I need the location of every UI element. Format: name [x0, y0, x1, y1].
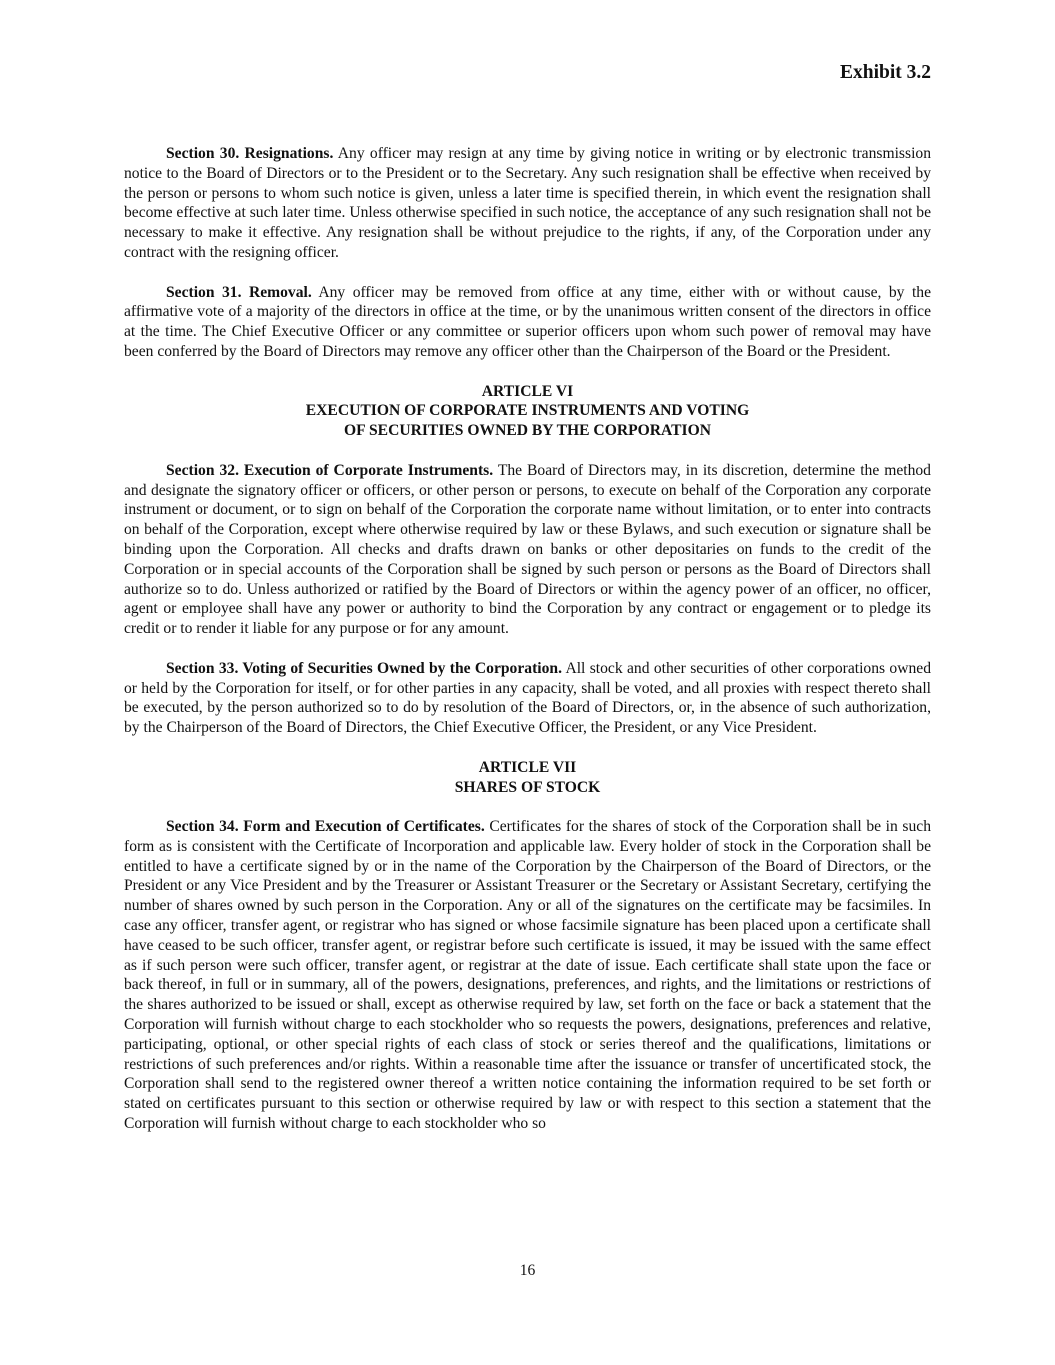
section-32-body: The Board of Directors may, in its discretion, determine the method and designate the signatory officer or officers, or other person or persons, to execute on behalf of the Corporation any corporate instrument or document, or to sign on behalf of the Corporation the corporate name without limitation, or to enter into contracts on behalf of the Corporation, except where otherwise required by law or these Bylaws, and such execution or signature shall be binding upon the Corporation. All checks and drafts drawn on banks or other depositaries on funds to the credit of the Corporation or in special accounts of the Corporation shall be signed by such person or persons as the Board of Directors shall authorize so to do. Unless authorized or ratified by the Board of Directors or within the agency power of an officer, no officer, agent or employee shall have any power or authority to bind the Corporation by any contract or engagement or to pledge its credit or to render it liable for any purpose or for any amount.	[124, 461, 931, 638]
section-30-heading: Section 30. Resignations.	[166, 145, 334, 162]
document-body	[124, 144, 931, 1154]
exhibit-label: Exhibit 3.2	[839, 62, 931, 83]
section-31-paragraph	[124, 283, 931, 362]
section-31-body: Any officer may be removed from office at any time, either with or without cause, by the affirmative vote of a majority of the directors in office at the time, or by the unanimous written consent of the directors in office at the time. The Chief Executive Officer or any committee or superior officers upon whom such power of removal may have been conferred by the Board of Directors may remove any officer other than the Chairperson of the Board or the President.	[124, 283, 932, 360]
section-30-body: Any officer may resign at any time by giving notice in writing or by electronic transmission notice to the Board of Directors or to the President or to the Secretary. Any such resignation shall be effective when received by the person or persons to whom such notice is given, unless a later time is specified therein, in which event the resignation shall become effective at such later time. Unless otherwise specified in such notice, the acceptance of any such resignation shall not be necessary to make it effective. Any resignation shall be without prejudice to the rights, if any, of the Corporation under any contract with the resigning officer.	[124, 145, 931, 261]
article-vi-number: ARTICLE VI	[481, 382, 574, 400]
section-33-paragraph	[124, 659, 931, 738]
page-number: 16	[519, 1262, 536, 1279]
article-vi-title-line1: EXECUTION OF CORPORATE INSTRUMENTS AND VOTING	[305, 402, 750, 420]
article-vii-heading	[124, 758, 931, 798]
article-vi-title-line2: OF SECURITIES OWNED BY THE CORPORATION	[344, 422, 711, 440]
section-32-paragraph	[124, 461, 931, 639]
section-34-body: Certificates for the shares of stock of the Corporation shall be in such form as is consistent with the Certificate of Incorporation and applicable law. Every holder of stock in the Corporation shall be entitled to have a certificate signed by or in the name of the Corporation by the Chairperson of the Board of Directors, or the President or any Vice President and by the Treasurer or Assistant Treasurer or the Secretary or Assistant Secretary, certifying the number of shares owned by such person in the Corporation. Any or all of the signatures on the certificate may be facsimiles. In case any officer, transfer agent, or registrar who has signed or whose facsimile signature has been placed upon a certificate shall have ceased to be such officer, transfer agent, or registrar before such certificate is issued, it may be issued with the same effect as if such person were such officer, transfer agent, or registrar at the date of issue. Each certificate shall state upon the face or back thereof, in full or in summary, all of the powers, designations, preferences, and rights, and the limitations or restrictions of the shares authorized to be issued or shall, except as otherwise required by law, set forth on the face or back a statement that the Corporation will furnish without charge to each stockholder who so requests the powers, designations, preferences and relative, participating, optional, or other special rights of each class of stock or series thereof and the qualifications, limitations or restrictions of such preferences and/or rights. Within a reasonable time after the issuance or transfer of uncertificated stock, the Corporation shall send to the registered owner thereof a written notice containing the information required to be set forth or stated on certificates pursuant to this section or otherwise required by law or with respect to this section a statement that the Corporation will furnish without charge to each stockholder who so	[124, 818, 932, 1133]
section-33-heading: Section 33. Voting of Securities Owned by the Corporation.	[166, 659, 562, 677]
section-31-heading: Section 31. Removal.	[166, 283, 312, 301]
article-vii-number: ARTICLE VII	[478, 758, 577, 776]
section-34-paragraph	[124, 817, 931, 1134]
section-32-heading: Section 32. Execution of Corporate Instruments.	[166, 461, 494, 479]
article-vii-title-line1: SHARES OF STOCK	[454, 778, 601, 796]
section-34-heading: Section 34. Form and Execution of Certificates.	[166, 818, 485, 836]
article-vi-heading	[124, 382, 931, 441]
section-33-body: All stock and other securities of other corporations owned or held by the Corporation for itself, or for other parties in any capacity, shall be voted, and all proxies with respect thereto shall be executed, by the person authorized so to do by resolution of the Board of Directors, or, in the absence of such authorization, by the Chairperson of the Board of Directors, the Chief Executive Officer, the President, or any Vice President.	[124, 659, 931, 737]
section-30-paragraph	[124, 144, 931, 263]
